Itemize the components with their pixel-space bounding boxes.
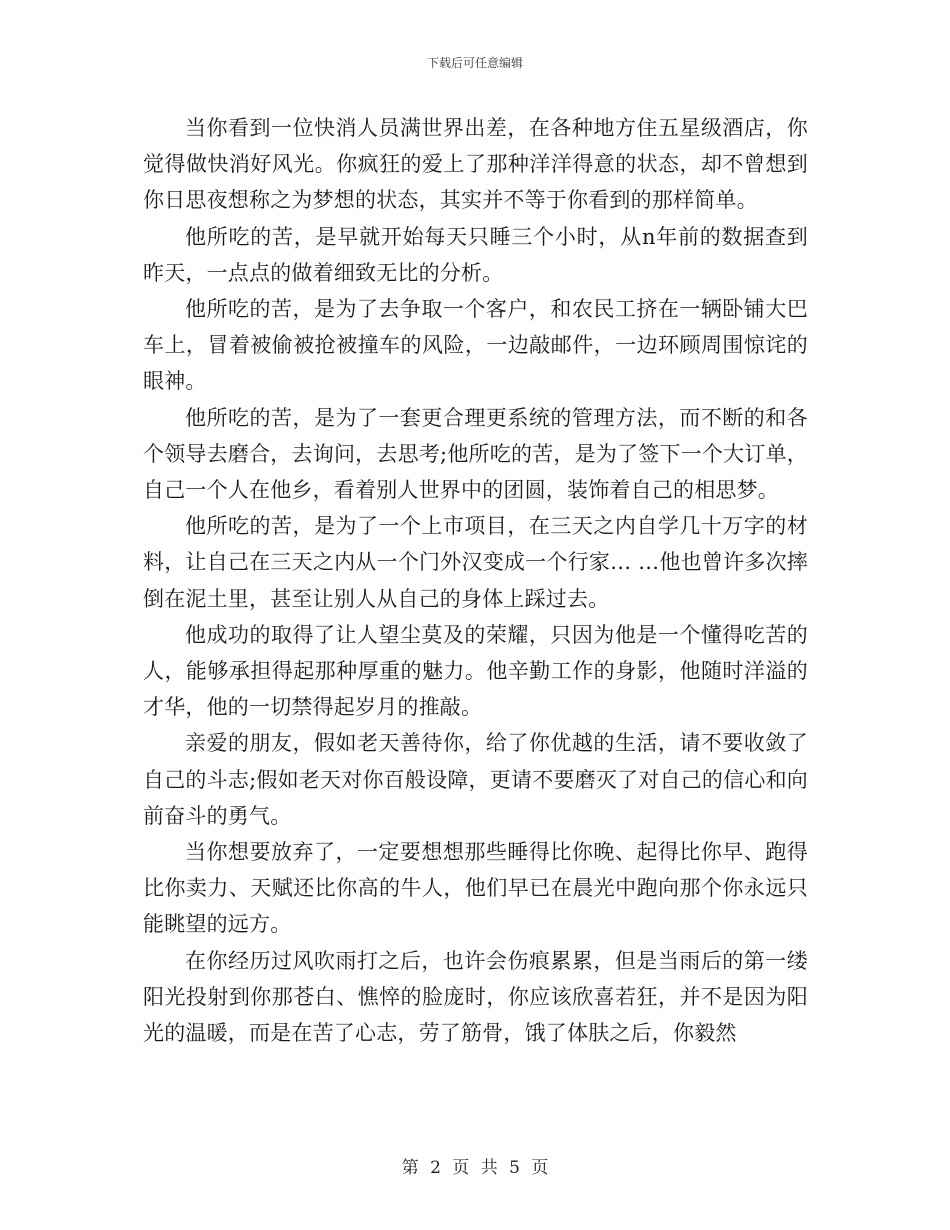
paragraph-9: 在你经历过风吹雨打之后，也许会伤痕累累，但是当雨后的第一缕阳光投射到你那苍白、憔悴的脸庞时，你应该欣喜若狂，并不是因为阳光的温暖，而是在苦了心志，劳了筋骨，饿了体肤之后，你毅然 — [143, 948, 808, 1046]
page-number-footer: 第 2 页 共 5 页 — [401, 1158, 549, 1178]
page-header-note: 下载后可任意编辑 — [426, 56, 523, 70]
document-body — [143, 110, 808, 1051]
paragraph-4: 他所吃的苦，是为了一套更合理更系统的管理方法，而不断的和各个领导去磨合，去询问，去思考;他所吃的苦，是为了签下一个大订单，自己一个人在他乡，看着别人世界中的团圆，装饰着自己的相思梦。 — [143, 405, 808, 503]
paragraph-2: 他所吃的苦，是早就开始每天只睡三个小时，从n年前的数据查到昨天，一点点的做着细致无比的分析。 — [143, 224, 808, 285]
paragraph-7: 亲爱的朋友，假如老天善待你，给了你优越的生活，请不要收敛了自己的斗志;假如老天对你百般设障，更请不要磨灭了对自己的信心和向前奋斗的勇气。 — [143, 731, 808, 828]
paragraph-6: 他成功的取得了让人望尘莫及的荣耀，只因为他是一个懂得吃苦的人，能够承担得起那种厚重的魅力。他辛勤工作的身影，他随时洋溢的才华，他的一切禁得起岁月的推敲。 — [143, 622, 808, 720]
paragraph-5: 他所吃的苦，是为了一个上市项目，在三天之内自学几十万字的材料，让自己在三天之内从一个门外汉变成一个行家… …他也曾许多次摔倒在泥土里，甚至让别人从自己的身体上踩过去。 — [143, 514, 808, 611]
paragraph-8: 当你想要放弃了，一定要想想那些睡得比你晚、起得比你早、跑得比你卖力、天赋还比你高的牛人，他们早已在晨光中跑向那个你永远只能眺望的远方。 — [143, 840, 808, 937]
paragraph-1: 当你看到一位快消人员满世界出差，在各种地方住五星级酒店，你觉得做快消好风光。你疯狂的爱上了那种洋洋得意的状态，却不曾想到你日思夜想称之为梦想的状态，其实并不等于你看到的那样简单。 — [143, 116, 808, 213]
paragraph-3: 他所吃的苦，是为了去争取一个客户，和农民工挤在一辆卧铺大巴车上，冒着被偷被抢被撞车的风险，一边敲邮件，一边环顾周围惊诧的眼神。 — [143, 297, 808, 394]
